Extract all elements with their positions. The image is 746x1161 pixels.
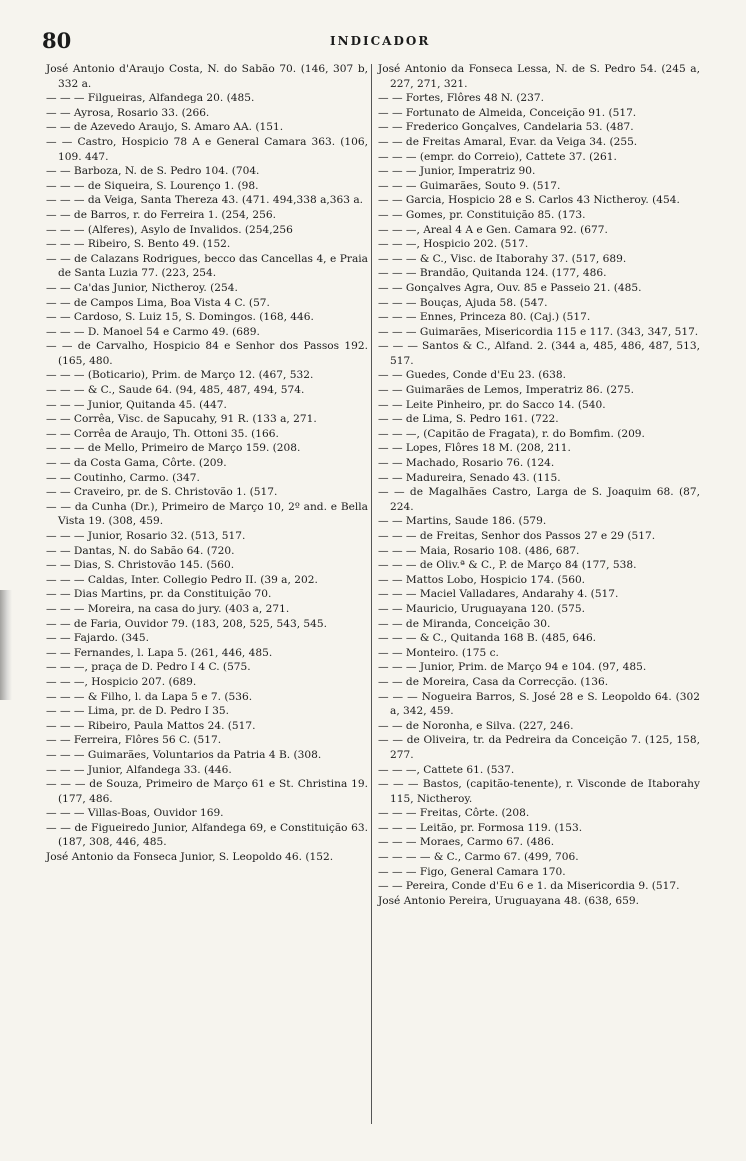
directory-entry: — — — Ribeiro, S. Bento 49. (152. [46, 238, 231, 251]
directory-entry: — — — Brandão, Quitanda 124. (177, 486. [378, 267, 607, 280]
directory-entry: — — Gomes, pr. Constituição 85. (173. [378, 208, 586, 221]
directory-entry: — — — de Souza, Primeiro de Março 61 e St. Christina 19. (177, 486. [46, 778, 368, 805]
directory-entry: — — Ca'das Junior, Nictheroy. (254. [46, 281, 238, 294]
directory-entry: — — — Santos & C., Alfand. 2. (344 a, 485, 486, 487, 513, 517. [378, 340, 700, 367]
directory-entry: — — — & C., Saude 64. (94, 485, 487, 494, 574. [46, 384, 305, 397]
directory-entry: — — da Cunha (Dr.), Primeiro de Março 10, 2º and. e Bella Vista 19. (308, 459. [46, 500, 368, 528]
column-divider [371, 64, 372, 1124]
directory-entry: — — — Guimarães, Misericordia 115 e 117. (343, 347, 517. [378, 325, 699, 338]
directory-entry: — — — de Siqueira, S. Lourenço 1. (98. [46, 179, 259, 192]
directory-entry: — — —, praça de D. Pedro I 4 C. (575. [46, 661, 251, 674]
directory-entry: — — — Junior, Imperatriz 90. [378, 165, 536, 178]
directory-entry: — — — Ennes, Princeza 80. (Caj.) (517. [378, 311, 591, 324]
directory-entry: — — —, Hospicio 202. (517. [378, 238, 529, 251]
directory-entry: — — Garcia, Hospicio 28 e S. Carlos 43 Nictheroy. (454. [378, 194, 680, 207]
directory-entry: — — — & C., Quitanda 168 B. (485, 646. [378, 632, 597, 645]
directory-entry: — — — Moreira, na casa do jury. (403 a, 271. [46, 602, 290, 615]
directory-entry: — — Guedes, Conde d'Eu 23. (638. [378, 369, 566, 382]
directory-entry: — — — Freitas, Côrte. (208. [378, 807, 530, 820]
directory-entry: — — —, Areal 4 A e Gen. Camara 92. (677. [378, 223, 608, 236]
directory-entry: — — de Figueiredo Junior, Alfandega 69, e Constituição 63. (187, 308, 446, 485. [46, 821, 368, 849]
directory-entry: — — — (Boticario), Prim. de Março 12. (467, 532. [46, 369, 314, 382]
directory-entry: — — — Lima, pr. de D. Pedro I 35. [46, 705, 229, 718]
directory-entry: — — — — & C., Carmo 67. (499, 706. [378, 851, 579, 864]
directory-entry: — — — da Veiga, Santa Thereza 43. (471. 494,338 a,363 a. [46, 194, 364, 207]
directory-entry: — — — (empr. do Correio), Cattete 37. (261. [378, 150, 617, 163]
directory-entry: — — —, Cattete 61. (537. [378, 763, 515, 776]
directory-entry: — — de Campos Lima, Boa Vista 4 C. (57. [46, 296, 270, 309]
directory-entry: — — Corrêa de Araujo, Th. Ottoni 35. (166. [46, 427, 279, 440]
directory-entry: — — — Villas-Boas, Ouvidor 169. [46, 807, 224, 820]
directory-entry: — — de Magalhães Castro, Larga de S. Joaquim 68. (87, 224. [378, 486, 700, 513]
directory-entry: — — Lopes, Flôres 18 M. (208, 211. [378, 442, 571, 455]
directory-entry: — — — Maciel Valladares, Andarahy 4. (517. [378, 588, 619, 601]
page-edge-stain [0, 590, 12, 700]
directory-entry: — — — Junior, Quitanda 45. (447. [46, 398, 227, 411]
directory-entry: — — Martins, Saude 186. (579. [378, 515, 547, 528]
directory-entry: — — — de Oliv.ª & C., P. de Março 84 (177, 538. [378, 559, 637, 572]
directory-entry: — — de Faria, Ouvidor 79. (183, 208, 525, 543, 545. [46, 617, 328, 630]
directory-entry: — — de Oliveira, tr. da Pedreira da Conceição 7. (125, 158, 277. [378, 734, 700, 761]
directory-entry: — — — (Alferes), Asylo de Invalidos. (254,256 [46, 223, 293, 236]
directory-entry: — — — Guimarães, Voluntarios da Patria 4 B. (308. [46, 748, 322, 761]
directory-entry: — — — Junior, Alfandega 33. (446. [46, 763, 232, 776]
directory-entry: — — Mauricio, Uruguayana 120. (575. [378, 602, 586, 615]
directory-entry: — — —, (Capitão de Fragata), r. do Bomfim. (209. [378, 427, 645, 440]
directory-entry: — — — Moraes, Carmo 67. (486. [378, 836, 555, 849]
directory-entry: — — — & Filho, l. da Lapa 5 e 7. (536. [46, 690, 253, 703]
directory-entry: — — de Noronha, e Silva. (227, 246. [378, 719, 574, 732]
directory-entry: José Antonio Pereira, Uruguayana 48. (638, 659. [378, 894, 639, 907]
directory-entry: — — Ayrosa, Rosario 33. (266. [46, 106, 210, 119]
directory-entry: — — Guimarães de Lemos, Imperatriz 86. (275. [378, 384, 634, 397]
directory-entry: — — — D. Manoel 54 e Carmo 49. (689. [46, 325, 260, 338]
directory-entry: — — Corrêa, Visc. de Sapucahy, 91 R. (133 a, 271. [46, 413, 317, 426]
directory-entry: — — — Junior, Rosario 32. (513, 517. [46, 530, 246, 542]
directory-entry: — — — Bastos, (capitão-tenente), r. Visconde de Itaborahy 115, Nictheroy. [378, 778, 700, 805]
directory-entry: — — — Ribeiro, Paula Mattos 24. (517. [46, 719, 256, 732]
directory-entry: — — — Junior, Prim. de Março 94 e 104. (97, 485. [378, 661, 647, 674]
directory-entry: — — Ferreira, Flôres 56 C. (517. [46, 734, 222, 747]
directory-entry: — — — Bouças, Ajuda 58. (547. [378, 296, 548, 309]
directory-entry: — — de Moreira, Casa da Correcção. (136. [378, 675, 609, 688]
directory-entry: — — — Leitão, pr. Formosa 119. (153. [378, 821, 583, 834]
page-number: 80 [42, 28, 72, 53]
directory-entry: — — Madureira, Senado 43. (115. [378, 471, 561, 484]
directory-entry: — — Castro, Hospicio 78 A e General Camara 363. (106, 109. 447. [46, 135, 368, 163]
directory-entry: — — da Costa Gama, Côrte. (209. [46, 457, 227, 470]
directory-entry: — — Leite Pinheiro, pr. do Sacco 14. (540. [378, 398, 606, 411]
directory-entry: — — de Miranda, Conceição 30. [378, 617, 551, 630]
directory-entry: — — Pereira, Conde d'Eu 6 e 1. da Misericordia 9. (517. [378, 880, 680, 893]
directory-entry: — — de Lima, S. Pedro 161. (722. [378, 413, 559, 426]
directory-entry: — — — Figo, General Camara 170. [378, 865, 566, 878]
directory-entry: — — Dantas, N. do Sabão 64. (720. [46, 544, 235, 557]
directory-entry: — — — Caldas, Inter. Collegio Pedro II. (39 a, 202. [46, 573, 318, 586]
directory-entry: — — Monteiro. (175 c. [378, 646, 499, 659]
directory-entry: — — Mattos Lobo, Hospicio 174. (560. [378, 573, 586, 586]
directory-entry: — — — Filgueiras, Alfandega 20. (485. [46, 92, 255, 105]
directory-entry: — — Craveiro, pr. de S. Christovão 1. (517. [46, 486, 278, 499]
directory-entry: — — Fajardo. (345. [46, 632, 149, 645]
directory-entry: — — — Nogueira Barros, S. José 28 e S. Leopoldo 64. (302 a, 342, 459. [378, 690, 700, 718]
directory-entry: — — — Maia, Rosario 108. (486, 687. [378, 544, 580, 557]
directory-entry: — — Fernandes, l. Lapa 5. (261, 446, 485. [46, 646, 273, 659]
directory-entry: José Antonio d'Araujo Costa, N. do Sabão 70. (146, 307 b, 332 a. [46, 63, 368, 90]
directory-entry: — — — Guimarães, Souto 9. (517. [378, 179, 561, 192]
left-column [46, 62, 368, 865]
directory-entry: — — de Barros, r. do Ferreira 1. (254, 256. [46, 208, 277, 221]
directory-entry: — — Frederico Gonçalves, Candelaria 53. (487. [378, 121, 634, 134]
page-header: INDICADOR [330, 34, 431, 48]
directory-entry: — — Cardoso, S. Luiz 15, S. Domingos. (168, 446. [46, 311, 314, 324]
directory-entry: — — Gonçalves Agra, Ouv. 85 e Passeio 21. (485. [378, 281, 642, 294]
directory-entry: — — Machado, Rosario 76. (124. [378, 457, 555, 470]
directory-entry: — — de Azevedo Araujo, S. Amaro AA. (151. [46, 121, 284, 134]
directory-entry: — — Fortes, Flôres 48 N. (237. [378, 92, 544, 105]
directory-entry: — — de Carvalho, Hospicio 84 e Senhor dos Passos 192. (165, 480. [46, 340, 368, 367]
directory-entry: — — Coutinho, Carmo. (347. [46, 471, 200, 484]
directory-entry: — — — & C., Visc. de Itaborahy 37. (517, 689. [378, 252, 627, 265]
directory-entry: — — de Freitas Amaral, Evar. da Veiga 34. (255. [378, 135, 638, 148]
directory-entry: — — Dias Martins, pr. da Constituição 70. [46, 588, 272, 601]
directory-entry: — — — de Mello, Primeiro de Março 159. (208. [46, 442, 301, 455]
directory-entry: — — — de Freitas, Senhor dos Passos 27 e 29 (517. [378, 530, 656, 542]
directory-entry: — — Dias, S. Christovão 145. (560. [46, 559, 235, 572]
directory-entry: José Antonio da Fonseca Lessa, N. de S. Pedro 54. (245 a, 227, 271, 321. [378, 63, 700, 90]
directory-entry: — — Barboza, N. de S. Pedro 104. (704. [46, 165, 260, 178]
directory-entry: — — Fortunato de Almeida, Conceição 91. (517. [378, 106, 637, 119]
directory-entry: — — —, Hospicio 207. (689. [46, 675, 197, 688]
right-column [378, 62, 700, 908]
directory-entry: — — de Calazans Rodrigues, becco das Cancellas 4, e Praia de Santa Luzia 77. (223, 254. [46, 252, 368, 280]
directory-entry: José Antonio da Fonseca Junior, S. Leopoldo 46. (152. [46, 851, 334, 864]
